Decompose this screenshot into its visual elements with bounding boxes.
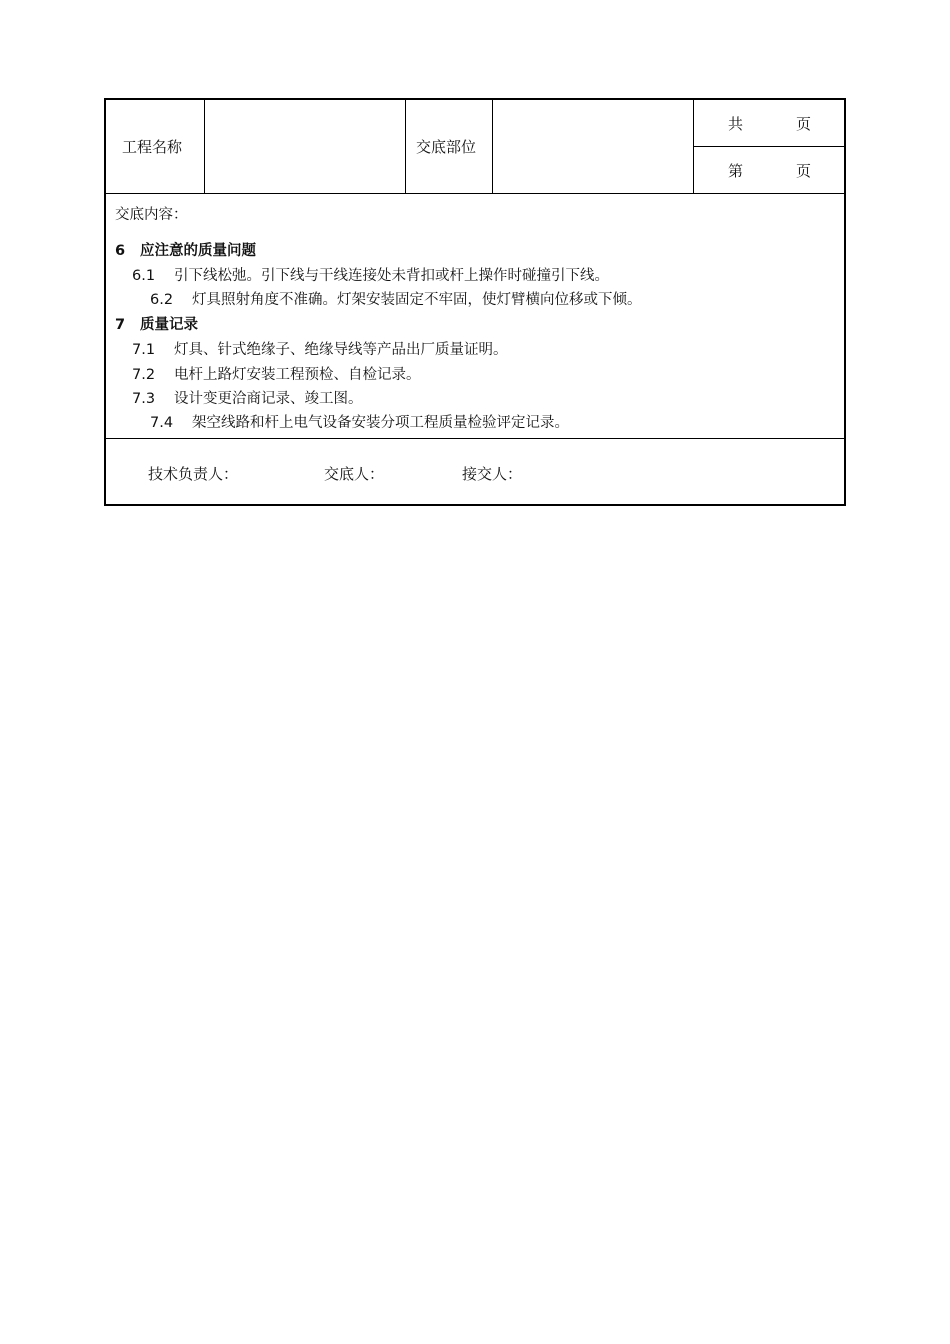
item-7-4-number: 7.4 [150,415,174,431]
received-by-signature-label: 接交人： [462,465,523,483]
item-6-1 [132,266,609,286]
item-6-1-number: 6.1 [132,268,156,284]
item-6-1-text: 引下线松弛。引下线与干线连接处未背扣或杆上操作时碰撞引下线。 [174,268,609,284]
content-intro: 交底内容： [115,207,188,223]
handover-content [106,194,844,439]
handover-form [104,98,846,506]
item-6-2-number: 6.2 [150,292,174,308]
section-6-number: 6 [115,243,126,259]
signature-row [106,439,844,504]
total-pages-line [694,100,844,147]
page-count-cell [694,100,844,193]
form-header-row [106,100,844,194]
project-name-label: 工程名称 [106,100,205,193]
item-7-1 [132,340,508,360]
item-7-4 [150,413,569,433]
item-7-1-text: 灯具、针式绝缘子、绝缘导线等产品出厂质量证明。 [174,342,508,358]
section-7-heading [115,315,198,335]
section-7-number: 7 [115,317,126,333]
total-pages-unit: 页 [796,114,812,133]
item-7-2 [132,365,421,385]
page-number-label: 第 [728,161,744,180]
item-6-2-text: 灯具照射角度不准确。灯架安装固定不牢固，使灯臂横向位移或下倾。 [192,292,642,308]
project-name-field[interactable] [205,100,406,193]
item-7-1-number: 7.1 [132,342,156,358]
item-6-2 [150,290,642,310]
section-6-heading [115,241,256,261]
item-7-4-text: 架空线路和杆上电气设备安装分项工程质量检验评定记录。 [192,415,569,431]
item-7-3-number: 7.3 [132,391,156,407]
item-7-3 [132,389,363,409]
section-6-title: 应注意的质量问题 [140,243,256,259]
section-7-title: 质量记录 [140,317,198,333]
current-page-line [694,147,844,193]
handover-part-field[interactable] [493,100,694,193]
item-7-2-number: 7.2 [132,367,156,383]
handover-part-label: 交底部位 [406,100,493,193]
item-7-3-text: 设计变更洽商记录、竣工图。 [174,391,363,407]
page-number-unit: 页 [796,161,812,180]
handover-by-signature-label: 交底人： [324,465,385,483]
item-7-2-text: 电杆上路灯安装工程预检、自检记录。 [174,367,421,383]
tech-lead-signature-label: 技术负责人： [148,465,239,483]
total-label: 共 [728,114,744,133]
